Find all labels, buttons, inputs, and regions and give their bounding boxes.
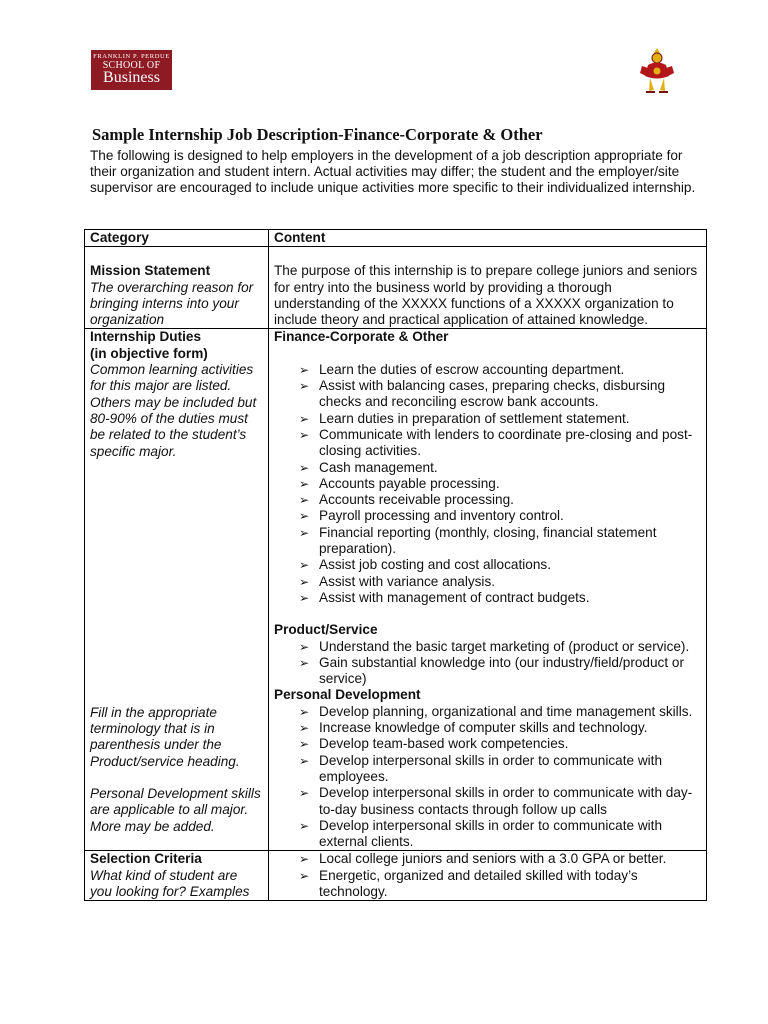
duties-category-cell <box>85 329 269 851</box>
list-item: ➢ Financial reporting (monthly, closing, financial statement preparation). <box>299 525 701 558</box>
list-item: ➢ Energetic, organized and detailed skilled with today’s technology. <box>299 868 701 901</box>
list-item: ➢ Increase knowledge of computer skills and technology. <box>299 720 701 736</box>
mission-category-cell <box>85 247 269 329</box>
product-duties-list <box>274 639 701 688</box>
list-item: ➢ Payroll processing and inventory control. <box>299 508 701 524</box>
list-item: ➢ Accounts receivable processing. <box>299 492 701 508</box>
selection-note: What kind of student are you looking for? Examples <box>90 867 250 899</box>
list-item: ➢ Learn duties in preparation of settlement statement. <box>299 411 701 427</box>
section-title-personal: Personal Development <box>274 687 421 703</box>
mission-content-cell <box>269 247 707 329</box>
table-header-row <box>85 230 707 247</box>
list-item: ➢ Understand the basic target marketing of (product or service). <box>299 639 701 655</box>
list-item: ➢ Develop interpersonal skills in order to communicate with external clients. <box>299 818 701 851</box>
mission-label: Mission Statement <box>90 263 211 279</box>
duties-label-sub: (in objective form) <box>90 345 208 361</box>
list-item: ➢ Accounts payable processing. <box>299 476 701 492</box>
section-title-finance: Finance-Corporate & Other <box>274 329 449 345</box>
mascot-icon <box>638 46 676 94</box>
school-logo <box>91 50 172 90</box>
duties-note-product: Fill in the appropriate terminology that is in parenthesis under the Product/service heading. <box>90 704 240 769</box>
logo-line-1: FRANKLIN P. PERDUE <box>93 53 170 60</box>
selection-label: Selection Criteria <box>90 851 202 867</box>
duties-label: Internship Duties <box>90 329 202 345</box>
list-item: ➢ Develop planning, organizational and time management skills. <box>299 704 701 720</box>
logo-line-3: Business <box>103 69 160 86</box>
list-item: ➢ Local college juniors and seniors with a 3.0 GPA or better. <box>299 851 701 867</box>
list-item: ➢ Develop interpersonal skills in order to communicate with employees. <box>299 753 701 786</box>
intro-paragraph: The following is designed to help employers in the development of a job description appropriate for their organization and student intern. Actual activities may differ; the student and the employer/site supervisor are encouraged to include unique activities more specific to their individualized internship. <box>90 148 696 196</box>
table-row-selection <box>85 851 707 901</box>
duties-note-personal: Personal Development skills are applicable to all major. More may be added. <box>90 786 261 834</box>
list-item: ➢ Assist with management of contract budgets. <box>299 590 701 606</box>
list-item: ➢ Learn the duties of escrow accounting department. <box>299 362 701 378</box>
duties-content-cell <box>269 329 707 851</box>
selection-criteria-list <box>274 851 701 900</box>
document-title: Sample Internship Job Description-Finance-Corporate & Other <box>92 125 543 144</box>
selection-category-cell <box>85 851 269 901</box>
table-row-duties <box>85 329 707 851</box>
job-description-table <box>84 229 707 901</box>
section-title-product: Product/Service <box>274 622 378 638</box>
list-item: ➢ Develop team-based work competencies. <box>299 736 701 752</box>
finance-duties-list <box>274 362 701 606</box>
logo-line-2: SCHOOL OF <box>102 60 161 71</box>
duties-note: Common learning activities for this major are listed. Others may be included but 80-90% of the duties must be related to the student’s specific major. <box>90 362 257 459</box>
list-item: ➢ Communicate with lenders to coordinate pre-closing and post-closing activities. <box>299 427 701 460</box>
table-row-mission <box>85 247 707 329</box>
list-item: ➢ Gain substantial knowledge into (our industry/field/product or service) <box>299 655 701 688</box>
list-item: ➢ Assist job costing and cost allocations. <box>299 557 701 573</box>
header-category: Category <box>85 230 269 247</box>
personal-duties-list <box>274 704 701 851</box>
mission-note: The overarching reason for bringing interns into your organization <box>90 279 254 328</box>
list-item: ➢ Develop interpersonal skills in order to communicate with day-to-day business contacts through follow up calls <box>299 785 701 818</box>
mission-content: The purpose of this internship is to prepare college juniors and seniors for entry into the business world by providing a thorough understanding of the XXXXX functions of a XXXXX organization to include theory and practical application of attained knowledge. <box>274 263 698 328</box>
list-item: ➢ Assist with variance analysis. <box>299 574 701 590</box>
list-item: ➢ Assist with balancing cases, preparing checks, disbursing checks and reconciling escrow bank accounts. <box>299 378 701 411</box>
header-content: Content <box>269 230 707 247</box>
list-item: ➢ Cash management. <box>299 460 701 476</box>
selection-content-cell <box>269 851 707 901</box>
